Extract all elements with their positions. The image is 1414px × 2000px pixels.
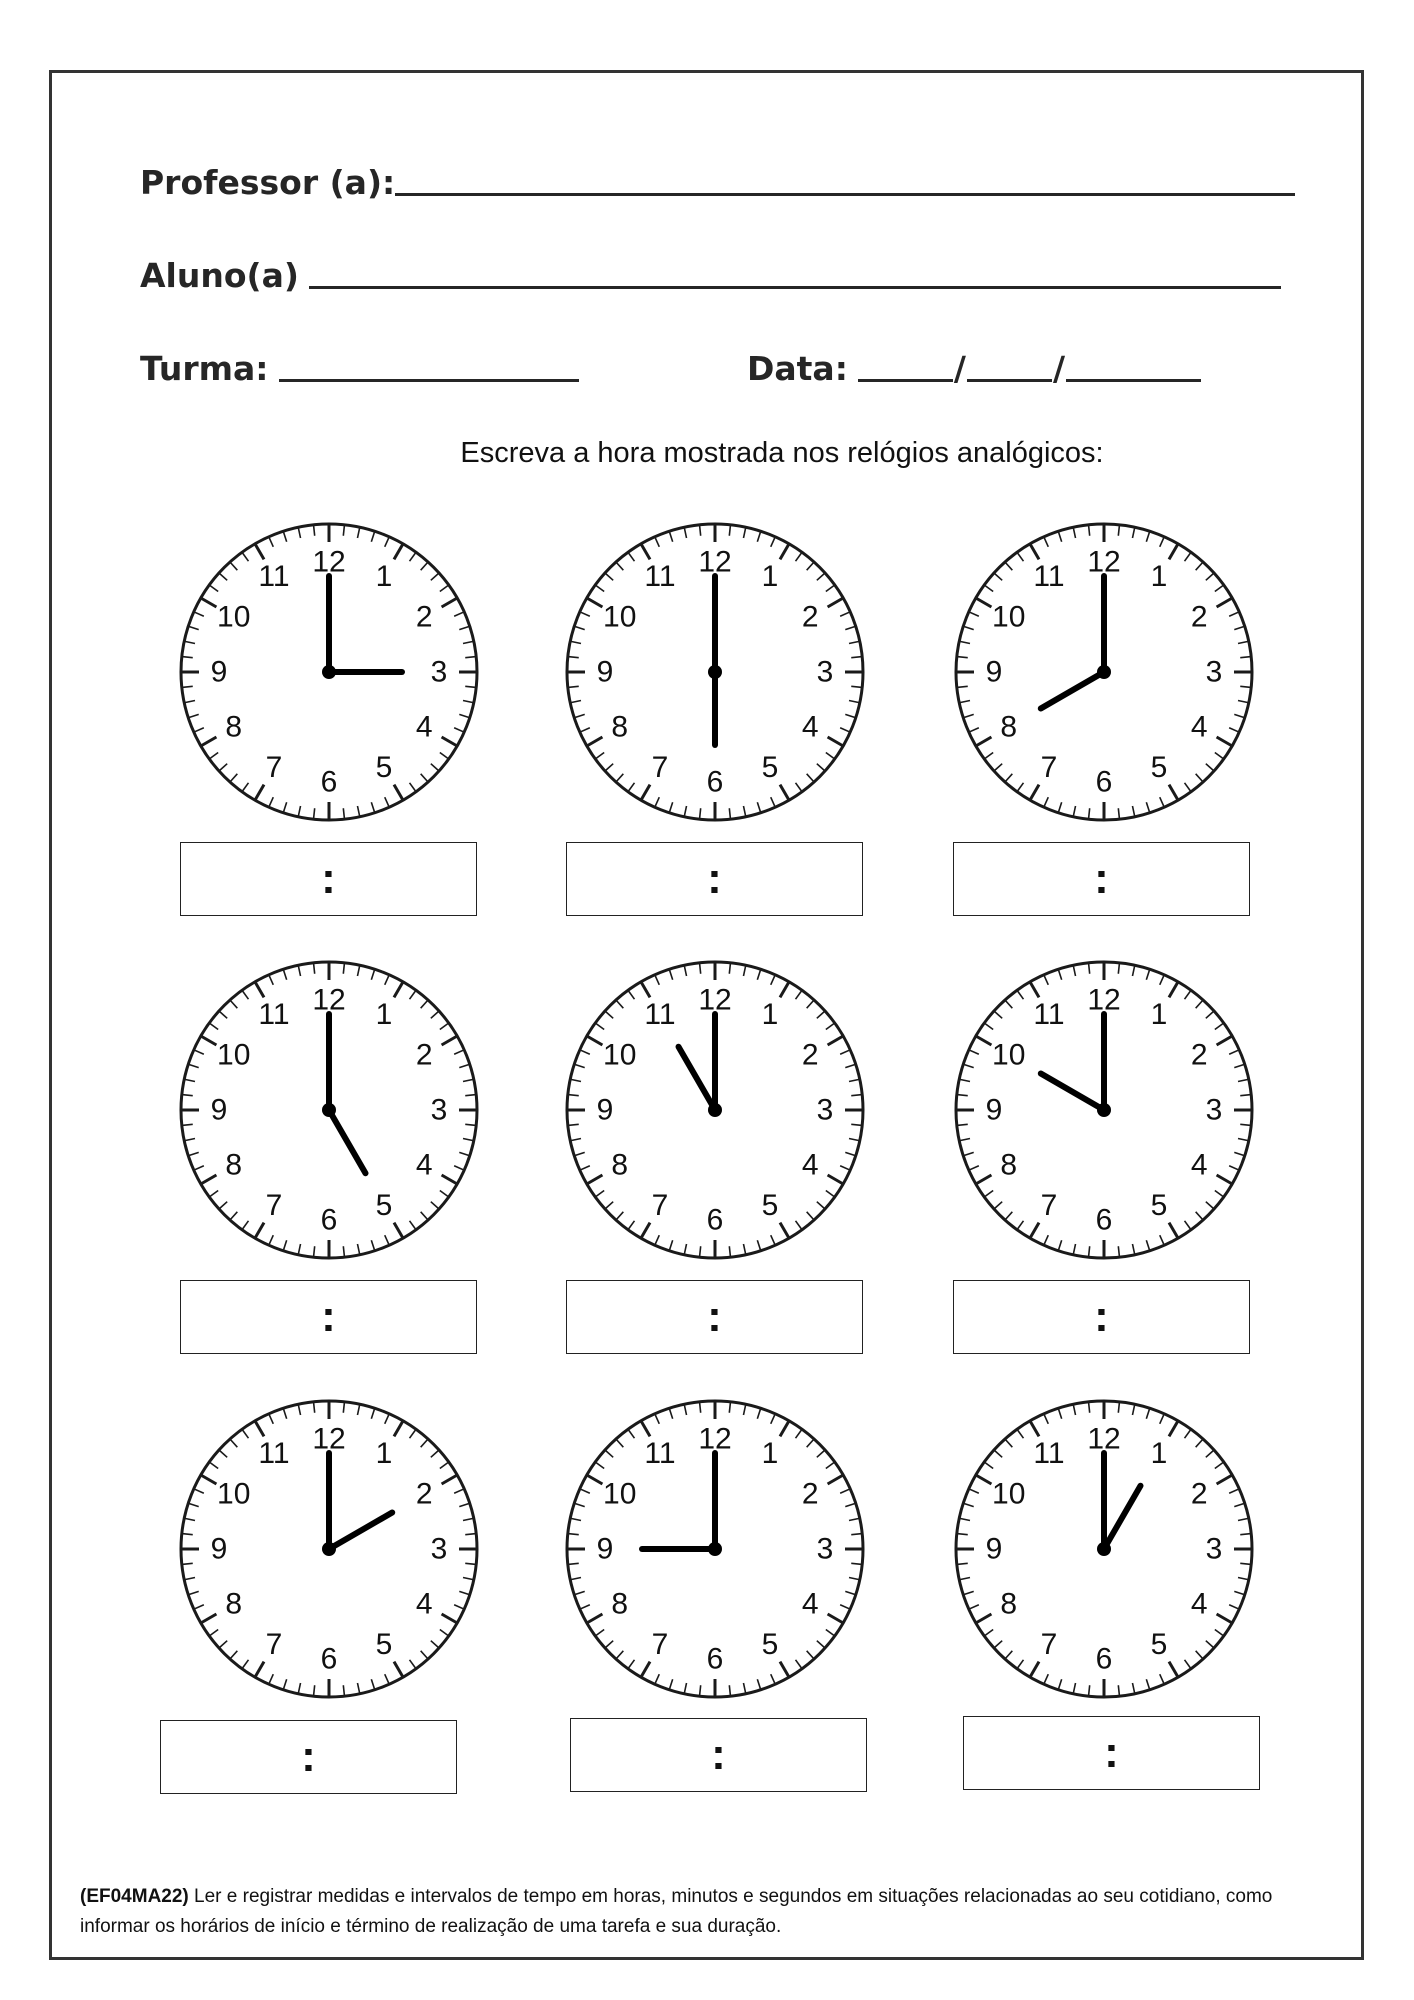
clock-number-8: 8 [225, 1587, 243, 1621]
clock-number-6: 6 [320, 1203, 338, 1237]
clock-center-pin [1097, 665, 1111, 679]
clock-number-10: 10 [603, 600, 637, 634]
clock-number-12: 12 [698, 983, 732, 1017]
data-field [747, 349, 1201, 388]
clock-number-3: 3 [430, 1532, 448, 1566]
clock-number-4: 4 [1190, 710, 1208, 744]
clock-number-3: 3 [430, 655, 448, 689]
clock-number-6: 6 [1095, 765, 1113, 799]
clock-number-1: 1 [1150, 998, 1168, 1032]
clock-number-3: 3 [1205, 1093, 1223, 1127]
clock-number-2: 2 [1190, 1477, 1208, 1511]
clock-number-4: 4 [1190, 1587, 1208, 1621]
analog-clock-9 [944, 1389, 1264, 1709]
clock-number-2: 2 [1190, 600, 1208, 634]
clock-number-6: 6 [320, 765, 338, 799]
month-input-line[interactable] [967, 379, 1052, 382]
answer-box-7[interactable] [160, 1720, 457, 1794]
clock-number-2: 2 [801, 600, 819, 634]
clock-number-2: 2 [415, 1477, 433, 1511]
clock-number-2: 2 [415, 600, 433, 634]
clock-center-pin [322, 665, 336, 679]
clock-number-10: 10 [992, 600, 1026, 634]
footer-text: Ler e registrar medidas e intervalos de tempo em horas, minutos e segundos em situações relacionadas ao seu cotidiano, como informar os horários de início e término de realização de uma tarefa e sua duração. [80, 1886, 1273, 1937]
clock-number-4: 4 [1190, 1148, 1208, 1182]
clock-number-1: 1 [761, 998, 779, 1032]
clock-number-10: 10 [217, 1038, 251, 1072]
clock-center-pin [322, 1103, 336, 1117]
clock-number-8: 8 [611, 1587, 629, 1621]
clock-number-6: 6 [320, 1642, 338, 1676]
clock-number-9: 9 [596, 1093, 614, 1127]
clock-number-8: 8 [225, 710, 243, 744]
clock-center-pin [708, 1542, 722, 1556]
clock-number-10: 10 [992, 1477, 1026, 1511]
clock-number-12: 12 [698, 1422, 732, 1456]
clock-number-1: 1 [1150, 560, 1168, 594]
clock-number-8: 8 [1000, 1148, 1018, 1182]
clock-number-11: 11 [258, 1437, 290, 1471]
clock-number-12: 12 [1087, 983, 1121, 1017]
professor-input-line[interactable] [395, 193, 1295, 196]
clock-number-1: 1 [761, 1437, 779, 1471]
answer-colon: : [1094, 1292, 1109, 1341]
clock-number-1: 1 [375, 560, 393, 594]
year-input-line[interactable] [1066, 379, 1201, 382]
answer-colon: : [1104, 1728, 1119, 1777]
clock-number-1: 1 [375, 1437, 393, 1471]
aluno-field [140, 256, 1281, 295]
clock-number-8: 8 [1000, 710, 1018, 744]
clock-number-3: 3 [1205, 1532, 1223, 1566]
clock-number-9: 9 [985, 655, 1003, 689]
clock-number-8: 8 [225, 1148, 243, 1182]
answer-box-6[interactable] [953, 1280, 1250, 1354]
answer-colon: : [707, 854, 722, 903]
clock-number-4: 4 [801, 1587, 819, 1621]
clock-center-pin [1097, 1103, 1111, 1117]
clock-number-9: 9 [596, 655, 614, 689]
clock-number-10: 10 [603, 1477, 637, 1511]
clock-number-10: 10 [217, 1477, 251, 1511]
analog-clock-4 [169, 950, 489, 1270]
day-input-line[interactable] [858, 379, 953, 382]
clock-number-2: 2 [801, 1038, 819, 1072]
footer-note [80, 1882, 1340, 1942]
clock-number-4: 4 [415, 710, 433, 744]
clock-number-5: 5 [375, 1188, 393, 1222]
clock-number-10: 10 [992, 1038, 1026, 1072]
footer-code: (EF04MA22) [80, 1886, 189, 1907]
clock-number-9: 9 [210, 1093, 228, 1127]
professor-label: Professor (a): [140, 163, 396, 202]
clock-number-12: 12 [1087, 545, 1121, 579]
clock-number-9: 9 [985, 1532, 1003, 1566]
clock-number-11: 11 [258, 560, 290, 594]
answer-colon: : [711, 1730, 726, 1779]
date-slash-1: / [953, 349, 966, 388]
analog-clock-1 [169, 512, 489, 832]
clock-number-12: 12 [312, 983, 346, 1017]
answer-box-3[interactable] [953, 842, 1250, 916]
analog-clock-6 [944, 950, 1264, 1270]
turma-label: Turma: [140, 349, 269, 388]
answer-colon: : [1094, 854, 1109, 903]
clock-number-3: 3 [430, 1093, 448, 1127]
clock-number-5: 5 [761, 1627, 779, 1661]
clock-number-5: 5 [375, 750, 393, 784]
clock-number-6: 6 [1095, 1642, 1113, 1676]
answer-box-8[interactable] [570, 1718, 867, 1792]
answer-colon: : [321, 1292, 336, 1341]
clock-number-4: 4 [415, 1587, 433, 1621]
clock-number-12: 12 [698, 545, 732, 579]
clock-number-1: 1 [375, 998, 393, 1032]
analog-clock-2 [555, 512, 875, 832]
clock-number-11: 11 [1033, 1437, 1065, 1471]
clock-number-9: 9 [210, 1532, 228, 1566]
answer-box-2[interactable] [566, 842, 863, 916]
clock-number-2: 2 [1190, 1038, 1208, 1072]
clock-number-3: 3 [1205, 655, 1223, 689]
clock-number-7: 7 [1040, 1188, 1058, 1222]
answer-box-5[interactable] [566, 1280, 863, 1354]
answer-colon: : [301, 1732, 316, 1781]
clock-number-11: 11 [1033, 560, 1065, 594]
clock-number-8: 8 [611, 710, 629, 744]
clock-number-5: 5 [375, 1627, 393, 1661]
answer-box-9[interactable] [963, 1716, 1260, 1790]
clock-number-6: 6 [706, 765, 724, 799]
clock-number-7: 7 [265, 750, 283, 784]
clock-number-1: 1 [1150, 1437, 1168, 1471]
clock-number-5: 5 [761, 750, 779, 784]
clock-number-11: 11 [644, 560, 676, 594]
answer-colon: : [321, 854, 336, 903]
clock-number-11: 11 [1033, 998, 1065, 1032]
clock-number-2: 2 [801, 1477, 819, 1511]
clock-number-5: 5 [761, 1188, 779, 1222]
clock-number-7: 7 [651, 1188, 669, 1222]
clock-number-1: 1 [761, 560, 779, 594]
clock-number-2: 2 [415, 1038, 433, 1072]
clock-number-3: 3 [816, 1093, 834, 1127]
clock-number-12: 12 [312, 1422, 346, 1456]
clock-number-4: 4 [415, 1148, 433, 1182]
clock-number-6: 6 [1095, 1203, 1113, 1237]
turma-field [140, 349, 579, 388]
clock-number-7: 7 [265, 1627, 283, 1661]
date-slash-2: / [1052, 349, 1066, 388]
clock-number-9: 9 [985, 1093, 1003, 1127]
aluno-input-line[interactable] [309, 286, 1281, 289]
clock-number-7: 7 [1040, 1627, 1058, 1661]
analog-clock-8 [555, 1389, 875, 1709]
clock-number-7: 7 [651, 750, 669, 784]
clock-number-3: 3 [816, 1532, 834, 1566]
clock-number-11: 11 [644, 1437, 676, 1471]
clock-number-11: 11 [644, 998, 676, 1032]
clock-number-12: 12 [1087, 1422, 1121, 1456]
clock-number-7: 7 [1040, 750, 1058, 784]
clock-center-pin [708, 665, 722, 679]
analog-clock-3 [944, 512, 1264, 832]
clock-center-pin [1097, 1542, 1111, 1556]
clock-number-9: 9 [210, 655, 228, 689]
clock-number-8: 8 [611, 1148, 629, 1182]
aluno-label: Aluno(a) [140, 256, 299, 295]
clock-number-12: 12 [312, 545, 346, 579]
clock-number-5: 5 [1150, 1188, 1168, 1222]
clock-number-9: 9 [596, 1532, 614, 1566]
professor-field [140, 163, 1295, 202]
clock-number-11: 11 [258, 998, 290, 1032]
clock-number-6: 6 [706, 1203, 724, 1237]
clock-number-4: 4 [801, 1148, 819, 1182]
clock-number-3: 3 [816, 655, 834, 689]
answer-box-1[interactable] [180, 842, 477, 916]
clock-number-5: 5 [1150, 750, 1168, 784]
clock-number-10: 10 [217, 600, 251, 634]
turma-input-line[interactable] [279, 379, 579, 382]
answer-box-4[interactable] [180, 1280, 477, 1354]
analog-clock-5 [555, 950, 875, 1270]
clock-number-5: 5 [1150, 1627, 1168, 1661]
clock-number-7: 7 [651, 1627, 669, 1661]
answer-colon: : [707, 1292, 722, 1341]
clock-number-10: 10 [603, 1038, 637, 1072]
clock-number-4: 4 [801, 710, 819, 744]
data-label: Data: [747, 349, 848, 388]
clock-number-8: 8 [1000, 1587, 1018, 1621]
clock-number-6: 6 [706, 1642, 724, 1676]
clock-number-7: 7 [265, 1188, 283, 1222]
analog-clock-7 [169, 1389, 489, 1709]
instruction-text: Escreva a hora mostrada nos relógios analógicos: [460, 437, 1104, 469]
clock-center-pin [322, 1542, 336, 1556]
clock-center-pin [708, 1103, 722, 1117]
